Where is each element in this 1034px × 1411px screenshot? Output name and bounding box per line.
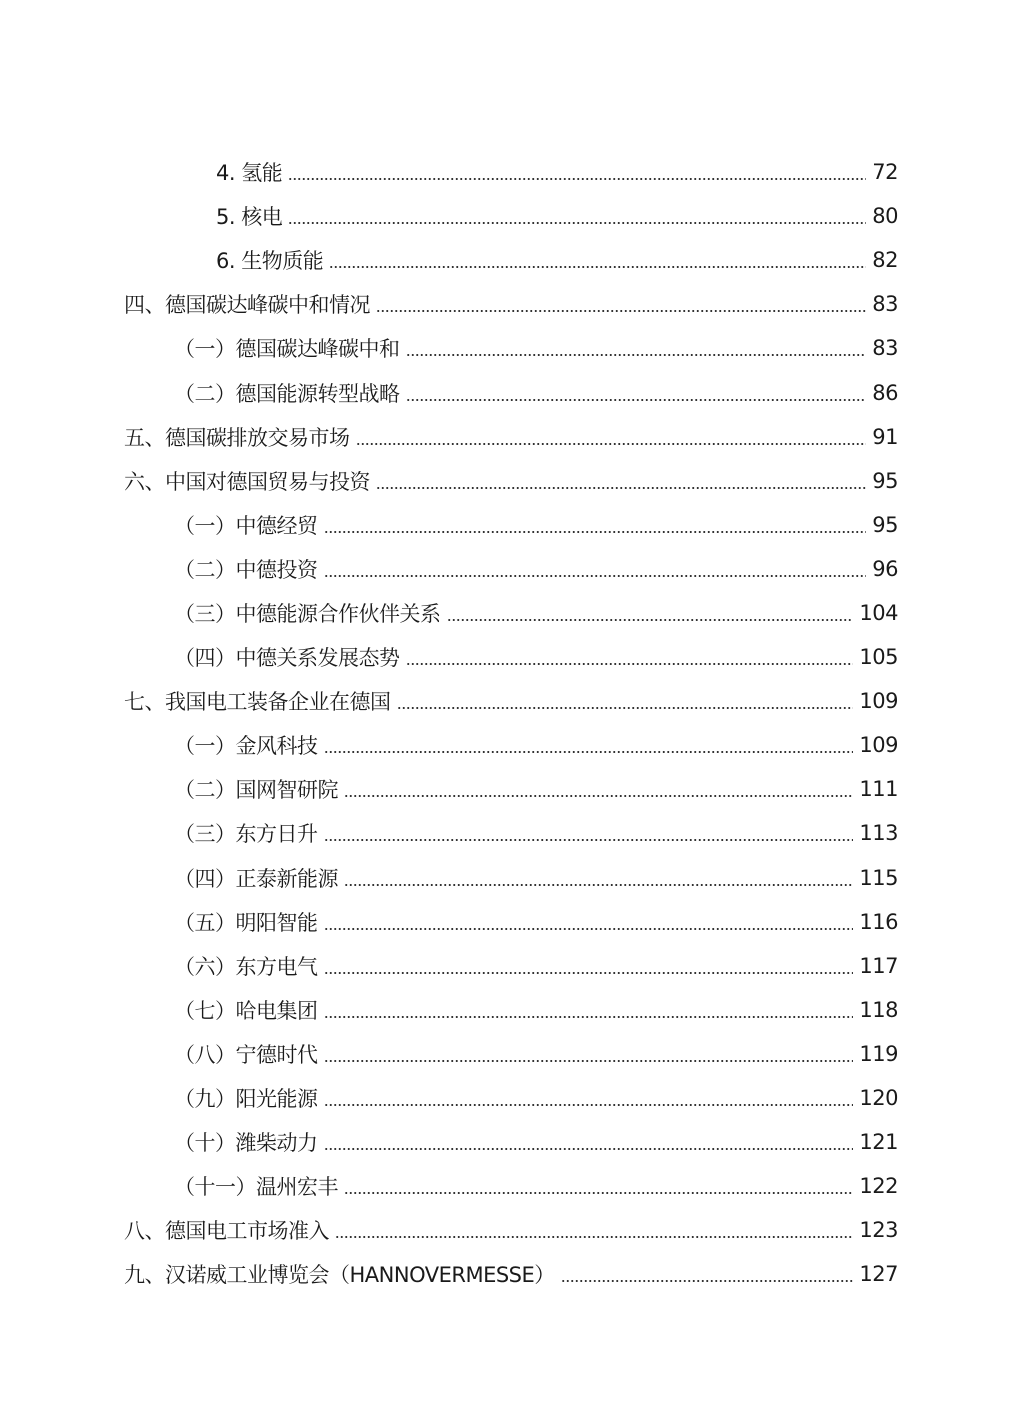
toc-entry-title: （二）中德投资 bbox=[174, 557, 318, 582]
toc-entry[interactable] bbox=[0, 900, 1034, 944]
toc-entry-page: 111 bbox=[859, 777, 898, 802]
toc-entry-page: 105 bbox=[859, 645, 898, 670]
toc-entry-page: 115 bbox=[859, 865, 898, 890]
toc-entry-title: （九）阳光能源 bbox=[174, 1087, 318, 1112]
dot-leader bbox=[406, 399, 867, 401]
toc-entry-page: 95 bbox=[872, 468, 898, 493]
dot-leader bbox=[376, 310, 866, 312]
toc-entry-title: （五）明阳智能 bbox=[174, 910, 318, 935]
toc-entry-page: 120 bbox=[859, 1086, 898, 1111]
toc-entry-page: 119 bbox=[859, 1041, 898, 1066]
toc-entry-title: 五、德国碳排放交易市场 bbox=[124, 425, 350, 450]
toc-entry-title: （二）国网智研院 bbox=[174, 778, 338, 803]
toc-entry[interactable] bbox=[0, 503, 1034, 547]
toc-entry-title: （一）金风科技 bbox=[174, 734, 318, 759]
toc-entry-title: （三）东方日升 bbox=[174, 822, 318, 847]
dot-leader bbox=[447, 619, 854, 621]
toc-entry-title: （一）中德经贸 bbox=[174, 513, 318, 538]
toc-entry[interactable] bbox=[0, 415, 1034, 459]
dot-leader bbox=[324, 839, 854, 841]
dot-leader bbox=[324, 972, 854, 974]
toc-entry-title: （三）中德能源合作伙伴关系 bbox=[174, 601, 441, 626]
toc-entry[interactable] bbox=[0, 1076, 1034, 1120]
table-of-contents bbox=[0, 150, 1034, 1296]
toc-entry[interactable] bbox=[0, 459, 1034, 503]
dot-leader bbox=[406, 663, 854, 665]
dot-leader bbox=[324, 575, 867, 577]
dot-leader bbox=[406, 354, 867, 356]
toc-entry-page: 109 bbox=[859, 733, 898, 758]
toc-entry-page: 116 bbox=[859, 909, 898, 934]
dot-leader bbox=[344, 795, 853, 797]
toc-entry-title: 八、德国电工市场准入 bbox=[124, 1219, 329, 1244]
toc-entry-title: （十一）温州宏丰 bbox=[174, 1175, 338, 1200]
dot-leader bbox=[344, 1192, 853, 1194]
dot-leader bbox=[324, 531, 867, 533]
toc-entry-page: 122 bbox=[859, 1174, 898, 1199]
toc-entry-page: 91 bbox=[872, 424, 898, 449]
dot-leader bbox=[335, 1236, 853, 1238]
dot-leader bbox=[324, 1104, 854, 1106]
toc-entry[interactable] bbox=[0, 591, 1034, 635]
dot-leader bbox=[344, 884, 853, 886]
dot-leader bbox=[329, 266, 866, 268]
toc-entry-title: （四）正泰新能源 bbox=[174, 866, 338, 891]
toc-entry-title: （二）德国能源转型战略 bbox=[174, 381, 400, 406]
toc-entry-page: 82 bbox=[872, 248, 898, 273]
toc-entry-page: 83 bbox=[872, 292, 898, 317]
toc-entry[interactable] bbox=[0, 1164, 1034, 1208]
toc-entry[interactable] bbox=[0, 723, 1034, 767]
toc-entry-page: 113 bbox=[859, 821, 898, 846]
toc-entry-title: 5. 核电 bbox=[216, 205, 283, 230]
toc-entry-page: 123 bbox=[859, 1218, 898, 1243]
dot-leader bbox=[356, 443, 867, 445]
toc-entry[interactable] bbox=[0, 326, 1034, 370]
toc-entry[interactable] bbox=[0, 547, 1034, 591]
toc-entry-title: 四、德国碳达峰碳中和情况 bbox=[124, 293, 370, 318]
dot-leader bbox=[324, 751, 854, 753]
toc-entry[interactable] bbox=[0, 370, 1034, 414]
toc-entry[interactable] bbox=[0, 679, 1034, 723]
dot-leader bbox=[324, 1148, 854, 1150]
dot-leader bbox=[288, 178, 866, 180]
toc-entry-title: 七、我国电工装备企业在德国 bbox=[124, 690, 391, 715]
toc-entry[interactable] bbox=[0, 1208, 1034, 1252]
toc-entry-page: 83 bbox=[872, 336, 898, 361]
toc-entry-page: 121 bbox=[859, 1130, 898, 1155]
toc-entry-page: 109 bbox=[859, 689, 898, 714]
toc-entry-title: 九、汉诺威工业博览会（HANNOVERMESSE） bbox=[124, 1263, 555, 1288]
toc-entry[interactable] bbox=[0, 856, 1034, 900]
toc-entry[interactable] bbox=[0, 1120, 1034, 1164]
toc-entry-page: 80 bbox=[872, 204, 898, 229]
toc-entry[interactable] bbox=[0, 767, 1034, 811]
toc-entry[interactable] bbox=[0, 635, 1034, 679]
toc-entry[interactable] bbox=[0, 811, 1034, 855]
dot-leader bbox=[561, 1280, 854, 1282]
toc-entry-title: （四）中德关系发展态势 bbox=[174, 646, 400, 671]
toc-entry-title: （一）德国碳达峰碳中和 bbox=[174, 337, 400, 362]
toc-entry-page: 118 bbox=[859, 997, 898, 1022]
toc-entry-page: 96 bbox=[872, 556, 898, 581]
toc-entry-page: 95 bbox=[872, 512, 898, 537]
toc-entry-title: （六）东方电气 bbox=[174, 954, 318, 979]
toc-entry[interactable] bbox=[0, 1252, 1034, 1296]
dot-leader bbox=[376, 487, 866, 489]
toc-entry[interactable] bbox=[0, 238, 1034, 282]
toc-entry-title: （八）宁德时代 bbox=[174, 1042, 318, 1067]
dot-leader bbox=[397, 707, 854, 709]
dot-leader bbox=[324, 928, 854, 930]
toc-entry[interactable] bbox=[0, 1032, 1034, 1076]
toc-entry-page: 117 bbox=[859, 953, 898, 978]
dot-leader bbox=[324, 1060, 854, 1062]
toc-entry-page: 104 bbox=[859, 600, 898, 625]
toc-entry[interactable] bbox=[0, 194, 1034, 238]
dot-leader bbox=[324, 1016, 854, 1018]
dot-leader bbox=[288, 222, 866, 224]
toc-entry[interactable] bbox=[0, 282, 1034, 326]
toc-entry-title: （七）哈电集团 bbox=[174, 998, 318, 1023]
toc-entry-page: 127 bbox=[859, 1262, 898, 1287]
toc-entry[interactable] bbox=[0, 944, 1034, 988]
toc-entry-title: 6. 生物质能 bbox=[216, 249, 324, 274]
toc-entry-page: 72 bbox=[872, 160, 898, 185]
toc-entry[interactable] bbox=[0, 150, 1034, 194]
toc-entry-title: 4. 氢能 bbox=[216, 161, 283, 186]
toc-entry-page: 86 bbox=[872, 380, 898, 405]
toc-entry-title: 六、中国对德国贸易与投资 bbox=[124, 469, 370, 494]
toc-entry[interactable] bbox=[0, 988, 1034, 1032]
toc-entry-title: （十）潍柴动力 bbox=[174, 1131, 318, 1156]
